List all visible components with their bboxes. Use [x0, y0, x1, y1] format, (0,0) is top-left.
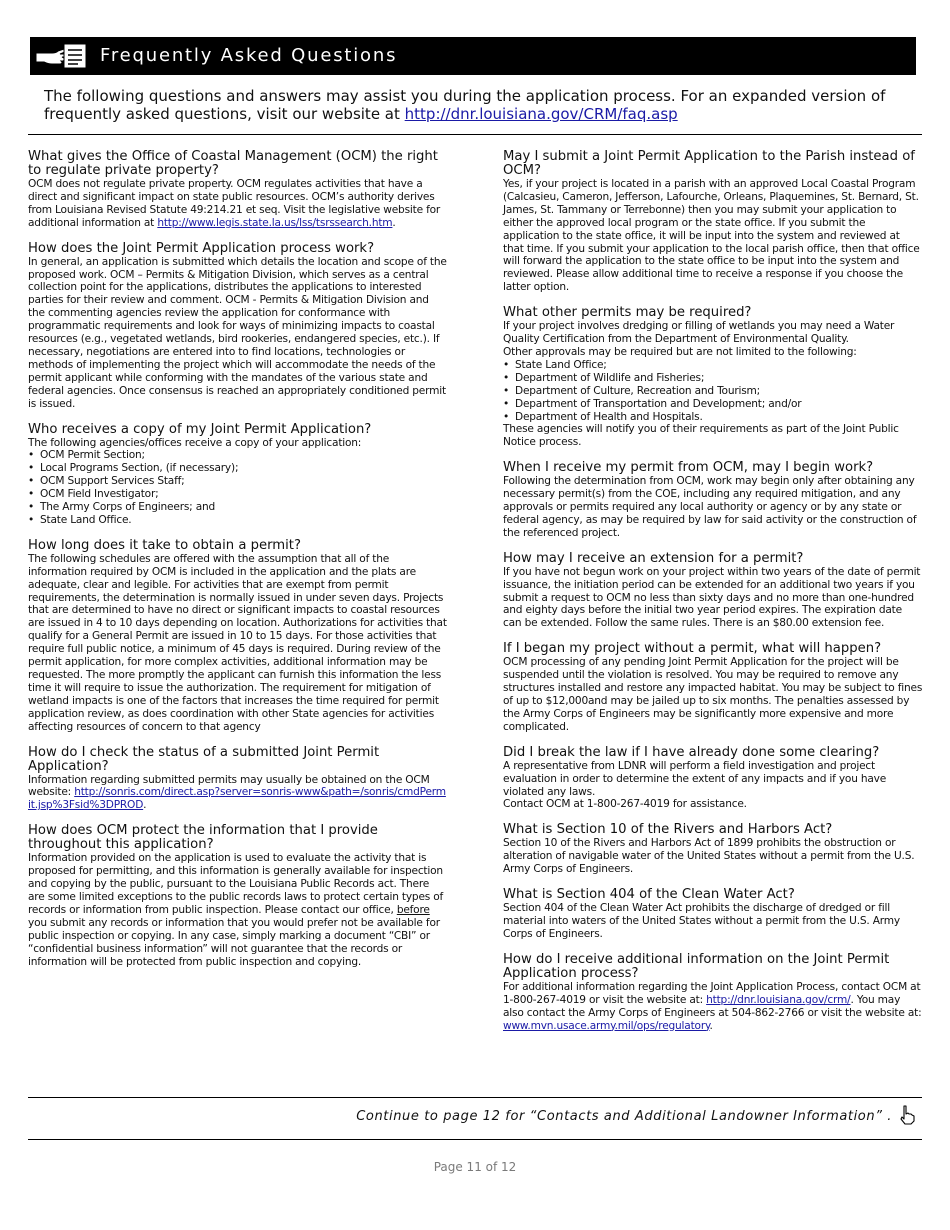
faq-answer: The following schedules are offered with the assumption that all of the information required by OCM is included in the application and the plats are adequate, clear and legible. For activities that are exempt from permit requirements, the determination is normally issued in under seven days. Projects that are determined to have no direct or significant impacts to coastal resources are issued in 4 to 10 days depending on location. Authorizations for activities that qualify for a General Permit are issued in 10 to 15 days. For those activities that require full public notice, a minimum of 45 days is required. During review of the permit application, for more complex activities, additional information may be requested. The more promptly the applicant can furnish this information the less time it will require to issue the authorization. The requirement for mitigation of wetland impacts is one of the factors that increases the time required for permit application review, as does coordination with other State agencies for activities affecting resources of concern to that agency — [28, 552, 447, 733]
right-column — [503, 150, 923, 1044]
faq-answer: Section 10 of the Rivers and Harbors Act of 1899 prohibits the obstruction or alteration of navigable water of the United States without a permit from the U.S. Army Corps of Engineers. — [503, 837, 915, 876]
faq-item — [503, 953, 923, 1033]
faq-item — [28, 746, 448, 813]
pointing-hand-document-icon — [34, 41, 90, 71]
faq-answer: If you have not begun work on your project within two years of the date of permit issuance, the initiation period can be extended for an additional two years if you submit a request to OCM no less than sixty days and no more than one-hundred and eighty days before the initial two year period expires. The expiration date can be extended. Follow the same rules. There is an $80.00 extension fee. — [503, 565, 921, 630]
faq-item — [28, 150, 448, 230]
answer-end: . — [143, 799, 147, 812]
faq-item — [28, 539, 448, 734]
faq-item — [503, 552, 923, 631]
answer-text: you submit any records or information that you would prefer not be available for public inspection or copying. In any case, simply marking a document “CBI” or “confidential business information” will not guarantee that the records or information will be protected from public inspection and copying. — [28, 916, 440, 968]
answer-end: . — [392, 216, 396, 229]
faq-answer: A representative from LDNR will perform a field investigation and project evaluation in order to determine the extent of any impacts and if you have violated any laws. — [503, 759, 887, 798]
faq-question: How does OCM protect the information that I provide throughout this application? — [28, 823, 378, 853]
list-item: • OCM Support Services Staff; — [28, 475, 448, 488]
bottom-divider-upper — [28, 1097, 922, 1098]
list-item: • Local Programs Section, (if necessary); — [28, 462, 448, 475]
answer-text: Information provided on the application is used to evaluate the activity that is proposed for permitting, and this information is generally available for inspection and copying by the public, pursuant to the Louisiana Public Records act. There are some limited exceptions to the public records laws to protect certain types of records or information from public inspection. Please contact our office, — [28, 852, 444, 916]
faq-question: If I began my project without a permit, what will happen? — [503, 641, 882, 657]
faq-item — [503, 461, 923, 540]
faq-question: How do I receive additional information on the Joint Permit Application process? — [503, 951, 890, 981]
faq-question: What other permits may be required? — [503, 305, 752, 321]
faq-question: Who receives a copy of my Joint Permit Application? — [28, 421, 372, 437]
list-item: • The Army Corps of Engineers; and — [28, 501, 448, 514]
approvals-list — [503, 359, 923, 424]
underlined-word: before — [396, 903, 430, 916]
sonris-link[interactable]: http://sonris.com/direct.asp?server=sonris-www&path=/sonris/cmdPermit.jsp%3Fsid%3DPROD — [28, 786, 446, 812]
faq-item — [28, 423, 448, 527]
intro-paragraph — [44, 87, 914, 123]
list-item: • Department of Transportation and Development; and/or — [503, 398, 923, 411]
answer-text: Information regarding submitted permits may usually be obtained on the OCM website: — [28, 773, 430, 799]
faq-answer — [503, 981, 923, 1033]
list-item: • OCM Field Investigator; — [28, 488, 448, 501]
legis-link[interactable]: http://www.legis.state.la.us/lss/tsrssearch.htm — [157, 216, 393, 229]
list-item: • Department of Wildlife and Fisheries; — [503, 372, 923, 385]
page-title: Frequently Asked Questions — [100, 45, 398, 66]
faq-answer — [28, 178, 448, 230]
faq-answer: Contact OCM at 1-800-267-4019 for assistance. — [503, 798, 747, 811]
crm-link[interactable]: http://dnr.louisiana.gov/crm/ — [706, 993, 851, 1006]
bottom-divider-lower — [28, 1139, 922, 1140]
faq-item — [503, 306, 923, 449]
left-column — [28, 150, 448, 980]
faq-question: How do I check the status of a submitted Joint Permit Application? — [28, 744, 380, 774]
faq-answer: In general, an application is submitted which details the location and scope of the proposed work. OCM – Permits & Mitigation Division, which serves as a central collection point for the applications, distributes the applications to interested parties for their review and comment. OCM - Permits & Mitigation Division and the commenting agencies review the application for conformance with programmatic requirements and look for ways of minimizing impacts to coastal resources (e.g., vegetated wetlands, bird rookeries, endangered species, etc.). If necessary, negotiations are entered into to find locations, technologies or methods of implementing the project which will accommodate the needs of the permit applicant while conforming with the mandates of the various state and federal agencies. Once consensus is reached an appropriately conditioned permit is issued. — [28, 255, 447, 410]
faq-item — [28, 824, 448, 968]
faq-answer: These agencies will notify you of their requirements as part of the Joint Public Notice process. — [503, 423, 899, 449]
faq-answer: Yes, if your project is located in a parish with an approved Local Coastal Program (Calcasieu, Cameron, Jefferson, Lafourche, Orleans, Plaquemines, St. Bernard, St. James, St. Tammany or Terrebonne) then you may submit your application to either the approved local program or the state office. If you submit the application to the state office, it will be input into the system and reviewed at that time. If you submit your application to the local parish office, then that office will forward the application to the state office to be input into the system and reviewed. Please allow additional time to receive a response if you choose the latter option. — [503, 178, 920, 294]
list-item: • Department of Health and Hospitals. — [503, 411, 923, 424]
faq-answer: Section 404 of the Clean Water Act prohibits the discharge of dredged or fill material into waters of the United States without a permit from the U.S. Army Corps of Engineers. — [503, 902, 900, 940]
faq-answer — [28, 774, 448, 813]
faq-answer — [28, 852, 448, 968]
faq-item — [28, 242, 448, 411]
faq-answer: The following agencies/offices receive a copy of your application: — [28, 436, 362, 449]
faq-answer: OCM processing of any pending Joint Permit Application for the project will be suspended until the violation is resolved. You may be required to remove any structures installed and restore any impacted habitat. You may be subject to fines of up to $12,000and may be jailed up to six months. The penalties assessed by the Army Corps of Engineers may be significantly more expensive and more complicated. — [503, 656, 923, 733]
faq-question: How long does it take to obtain a permit? — [28, 537, 301, 553]
list-item: • OCM Permit Section; — [28, 449, 448, 462]
faq-item — [503, 150, 923, 294]
continue-note: Continue to page 12 for “Contacts and Additional Landowner Information” . — [356, 1109, 892, 1124]
faq-question: How does the Joint Permit Application process work? — [28, 240, 375, 256]
list-item: • State Land Office; — [503, 359, 923, 372]
intro-text: The following questions and answers may assist you during the application process. For an expanded version of frequently asked questions, visit our website at — [44, 87, 886, 123]
list-item: • State Land Office. — [28, 514, 448, 527]
top-divider — [28, 134, 922, 135]
faq-item — [503, 823, 923, 876]
usace-link[interactable]: www.mvn.usace.army.mil/ops/regulatory — [503, 1019, 710, 1032]
faq-item — [503, 746, 923, 812]
faq-item — [503, 642, 923, 733]
page-number: Page 11 of 12 — [433, 1160, 517, 1174]
faq-answer: Other approvals may be required but are not limited to the following: — [503, 345, 857, 358]
answer-end: . — [709, 1019, 713, 1032]
pointing-hand-icon — [897, 1104, 917, 1126]
faq-item — [503, 888, 923, 941]
faq-question: When I receive my permit from OCM, may I begin work? — [503, 460, 874, 476]
answer-text: . You may also contact the Army Corps of Engineers at 504-862-2766 or visit the website at: — [503, 993, 922, 1019]
faq-question: What is Section 10 of the Rivers and Harbors Act? — [503, 822, 833, 838]
faq-question: How may I receive an extension for a permit? — [503, 550, 804, 566]
faq-question: May I submit a Joint Permit Application to the Parish instead of OCM? — [503, 149, 915, 178]
section-header — [30, 37, 916, 75]
faq-question: What is Section 404 of the Clean Water Act? — [503, 887, 795, 903]
answer-text: OCM does not regulate private property. OCM regulates activities that have a direct and significant impact on state public resources. OCM’s authority derives from Louisiana Revised Statute 49:214.21 et seq. Visit the legislative website for additional information at — [28, 178, 441, 229]
recipient-list — [28, 449, 448, 526]
faq-question: What gives the Office of Coastal Management (OCM) the right to regulate private property? — [28, 149, 438, 178]
faq-question: Did I break the law if I have already done some clearing? — [503, 744, 880, 760]
faq-answer: If your project involves dredging or filling of wetlands you may need a Water Quality Certification from the Department of Environmental Quality. — [503, 320, 895, 346]
faq-answer: Following the determination from OCM, work may begin only after obtaining any necessary permit(s) from the COE, including any required mitigation, and any approvals or permits required any local authority or agency or by any state or federal agency, as may be required by law for said activity or the construction of the referenced project. — [503, 475, 917, 539]
answer-text: For additional information regarding the Joint Application Process, contact OCM at 1-800-267-4019 or visit the website at: — [503, 980, 921, 1006]
list-item: • Department of Culture, Recreation and Tourism; — [503, 385, 923, 398]
faq-link[interactable]: http://dnr.louisiana.gov/CRM/faq.asp — [404, 105, 678, 123]
